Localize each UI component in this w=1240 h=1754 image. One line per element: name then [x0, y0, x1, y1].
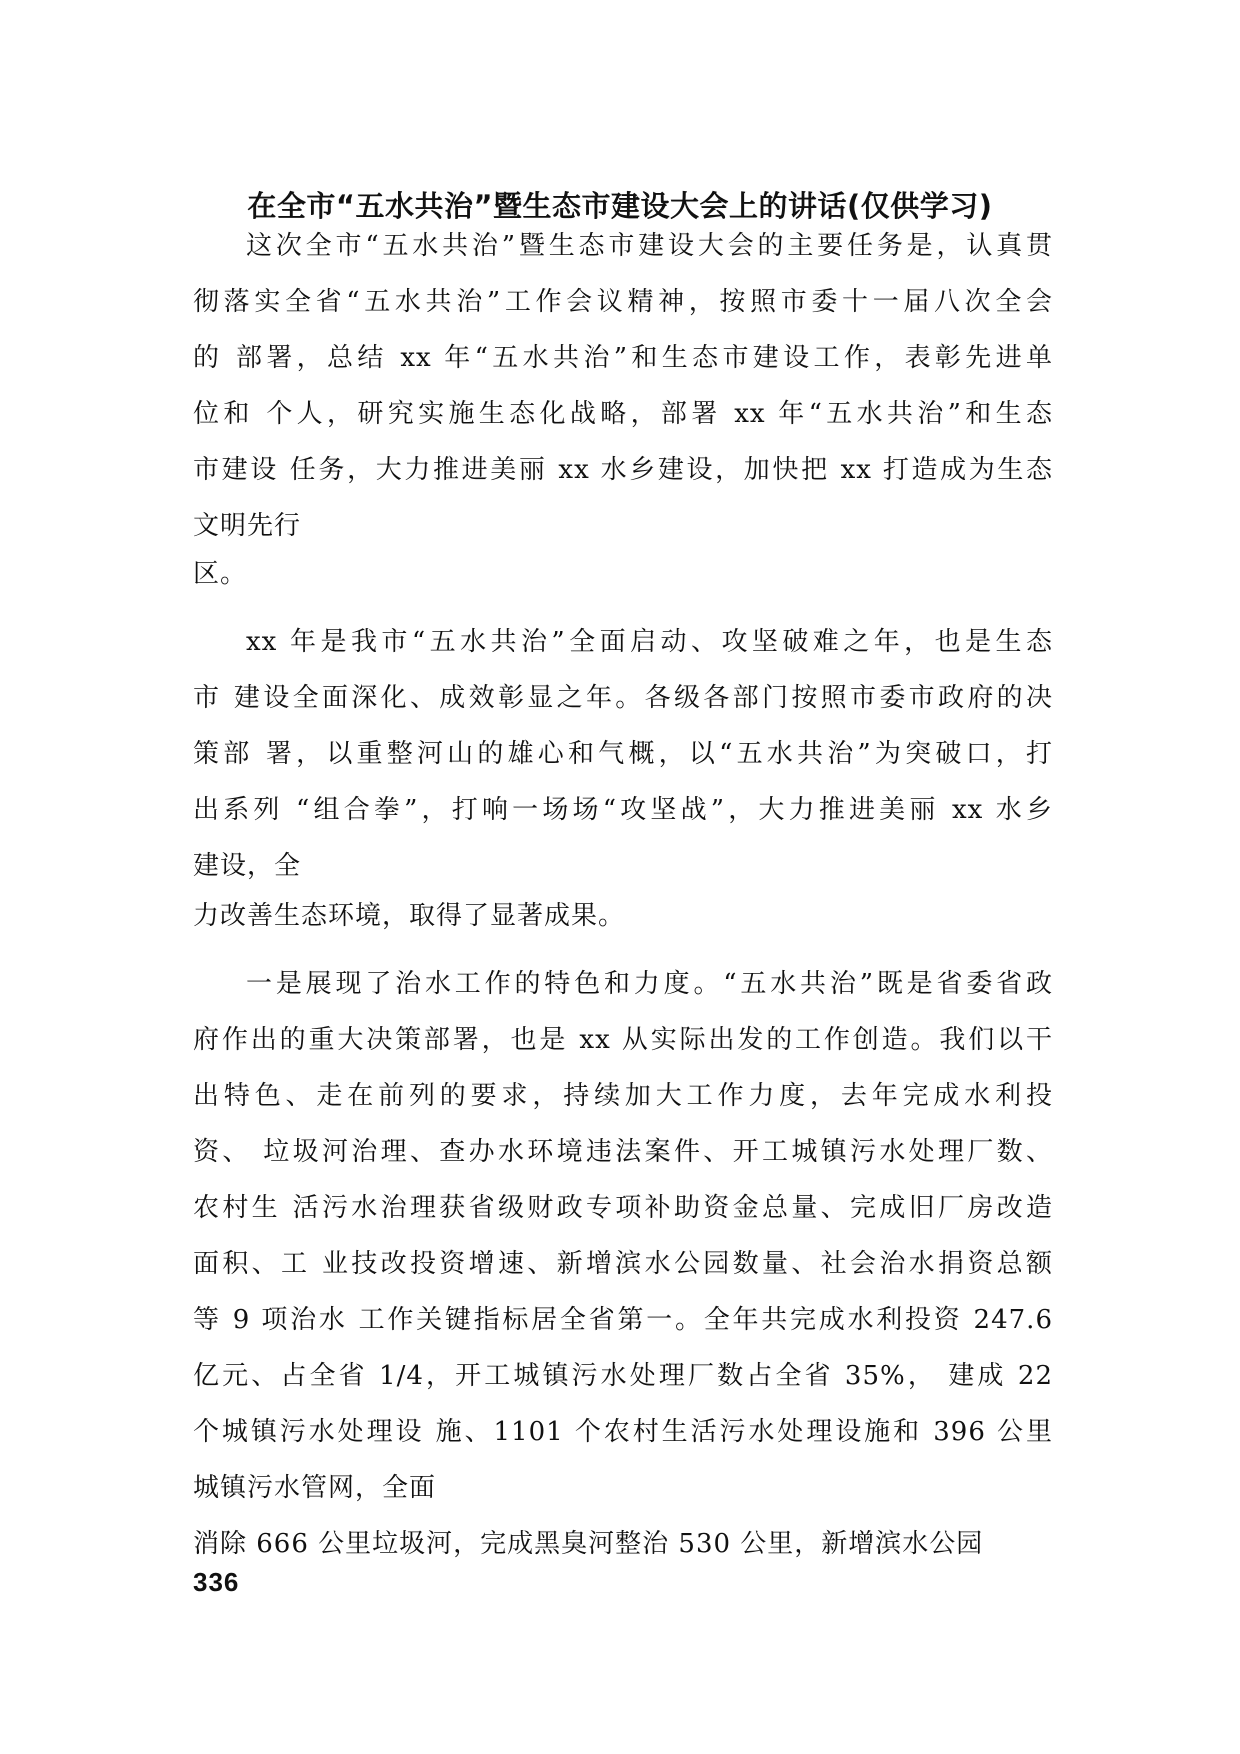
paragraph-1-line-7: 区。: [193, 559, 248, 589]
paragraph-3-line-12: 336: [193, 1567, 240, 1597]
paragraph-2-line-4: 出系列 “组合拳”，打响一场场“攻坚战”，大力推进美丽 xx 水乡: [193, 795, 1053, 825]
paragraph-2-line-6: 力改善生态环境，取得了显著成果。: [193, 901, 626, 931]
paragraph-3-line-5: 农村生 活污水治理获省级财政专项补助资金总量、完成旧厂房改造: [193, 1193, 1053, 1223]
paragraph-2-line-1: xx 年是我市“五水共治”全面启动、攻坚破难之年，也是生态: [246, 627, 1053, 657]
paragraph-3-line-7: 等 9 项治水 工作关键指标居全省第一。全年共完成水利投资 247.6: [193, 1305, 1053, 1335]
paragraph-1-line-3: 的 部署，总结 xx 年“五水共治”和生态市建设工作，表彰先进单: [193, 343, 1053, 373]
paragraph-1-line-5: 市建设 任务，大力推进美丽 xx 水乡建设，加快把 xx 打造成为生态: [193, 455, 1053, 485]
paragraph-3-line-6: 面积、工 业技改投资增速、新增滨水公园数量、社会治水捐资总额: [193, 1249, 1053, 1279]
document-title: 在全市“五水共治”暨生态市建设大会上的讲话(仅供学习): [247, 189, 993, 223]
paragraph-1-line-4: 位和 个人，研究实施生态化战略，部署 xx 年“五水共治”和生态: [193, 399, 1053, 429]
paragraph-3-line-2: 府作出的重大决策部署，也是 xx 从实际出发的工作创造。我们以干: [193, 1025, 1053, 1055]
paragraph-2-line-3: 策部 署，以重整河山的雄心和气概，以“五水共治”为突破口，打: [193, 739, 1053, 769]
paragraph-3-line-1: 一是展现了治水工作的特色和力度。“五水共治”既是省委省政: [246, 969, 1053, 999]
paragraph-3-line-11: 消除 666 公里垃圾河，完成黑臭河整治 530 公里，新增滨水公园: [193, 1529, 984, 1559]
paragraph-3-line-9: 个城镇污水处理设 施、1101 个农村生活污水处理设施和 396 公里: [193, 1417, 1053, 1447]
paragraph-1-line-2: 彻落实全省“五水共治”工作会议精神，按照市委十一届八次全会: [193, 287, 1053, 317]
paragraph-1-line-1: 这次全市“五水共治”暨生态市建设大会的主要任务是，认真贯: [246, 231, 1053, 261]
paragraph-1-line-6: 文明先行: [193, 511, 302, 541]
paragraph-3-line-3: 出特色、走在前列的要求，持续加大工作力度，去年完成水利投: [193, 1081, 1053, 1111]
paragraph-3-line-4: 资、 垃圾河治理、查办水环境违法案件、开工城镇污水处理厂数、: [193, 1137, 1053, 1167]
paragraph-3-line-10: 城镇污水管网，全面: [193, 1473, 437, 1503]
paragraph-3-line-8: 亿元、占全省 1/4，开工城镇污水处理厂数占全省 35%， 建成 22: [193, 1361, 1053, 1391]
paragraph-2-line-2: 市 建设全面深化、成效彰显之年。各级各部门按照市委市政府的决: [193, 683, 1053, 713]
paragraph-2-line-5: 建设，全: [193, 851, 302, 881]
